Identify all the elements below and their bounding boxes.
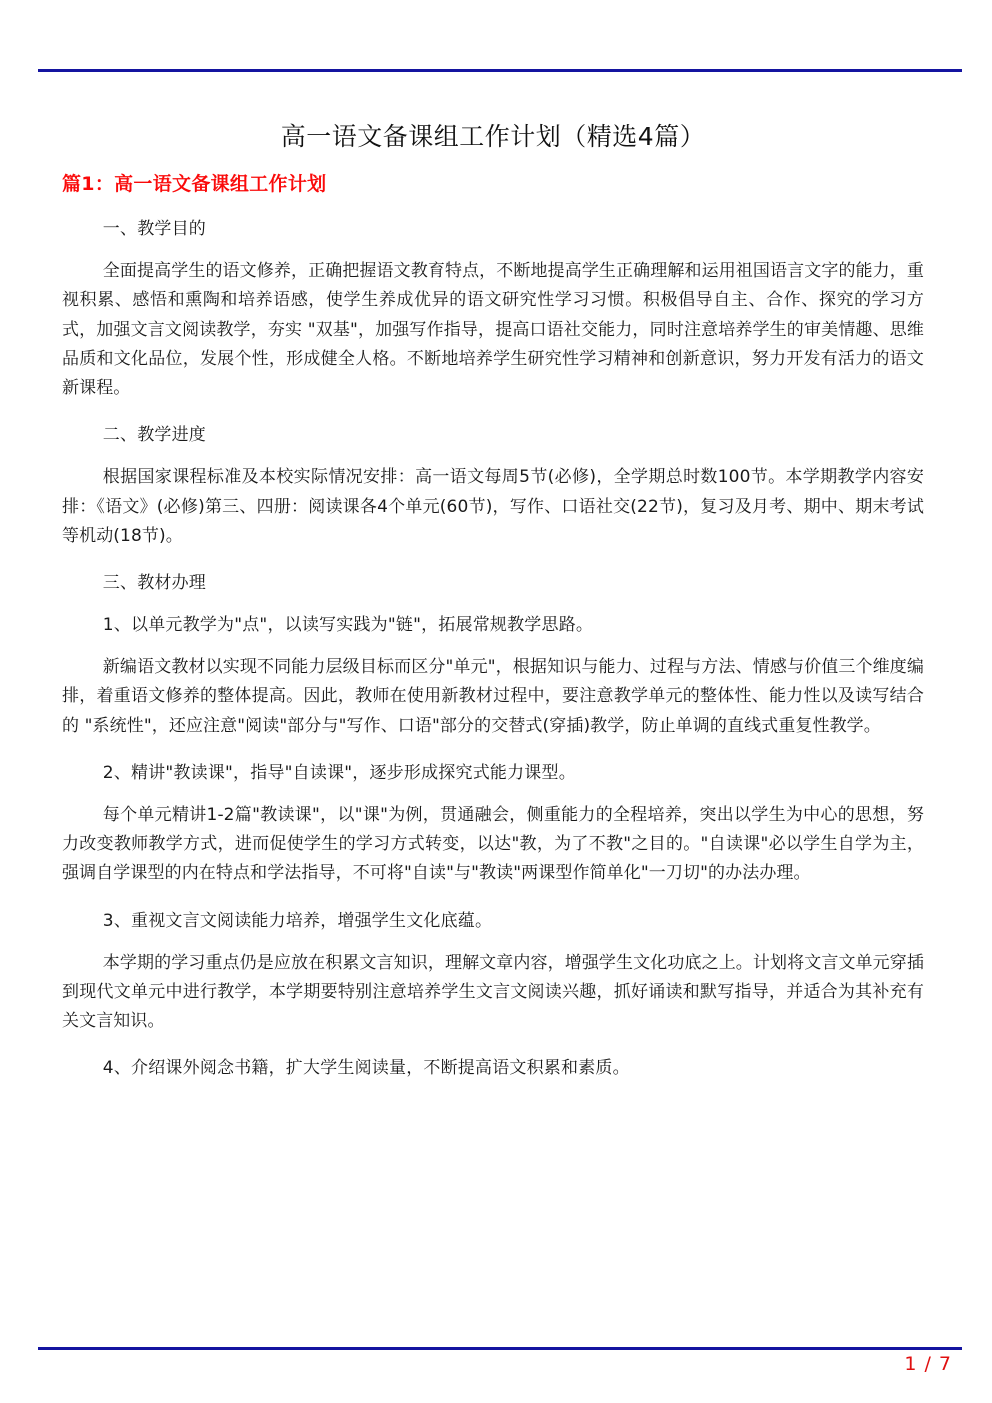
section-3-item-2-label: 2、精讲"教读课"，指导"自读课"，逐步形成探究式能力课型。 bbox=[102, 762, 576, 783]
section-3-item-1-label: 1、以单元教学为"点"，以读写实践为"链"，拓展常规教学思路。 bbox=[102, 615, 594, 636]
section-heading-3: 三、教材办理 bbox=[102, 572, 206, 593]
section-heading-2: 二、教学进度 bbox=[102, 425, 206, 446]
section-3-item-4-label: 4、介绍课外阅念书籍，扩大学生阅读量，不断提高语文积累和素质。 bbox=[102, 1058, 630, 1079]
section-3-item-3-label: 3、重视文言文阅读能力培养，增强学生文化底蕴。 bbox=[102, 910, 493, 931]
section-3-item-1-paragraph-1: 新编语文教材以实现不同能力层级目标而区分"单元"，根据知识与能力、过程与方法、情感与价值三个维度编排，着重语文修养的整体提高。因此，教师在使用新教材过程中，要注意教学单元的整体性、能力性以及读写结合的 "系统性"，还应注意"阅读"部分与"写作、口语"部分的交替式(穿插)教学，防止单调的直线式重复性教学。 bbox=[62, 657, 924, 736]
section-3-item-2-paragraph-1: 每个单元精讲1-2篇"教读课"，以"课"为例，贯通融会，侧重能力的全程培养，突出以学生为中心的思想，努力改变教师教学方式，进而促使学生的学习方式转变，以达"教，为了不教"之目的。"自读课"必以学生自学为主，强调自学课型的内在特点和学法指导，不可将"自读"与"教读"两课型作简单化"一刀切"的办法办理。 bbox=[62, 804, 924, 884]
section-2-paragraph-1: 根据国家课程标准及本校实际情况安排：高一语文每周5节(必修)，全学期总时数100节。本学期教学内容安排：《语文》(必修)第三、四册：阅读课各4个单元(60节)，写作、口语社交(22节)，复习及月考、期中、期末考试等机动(18节)。 bbox=[62, 467, 924, 546]
page-title: 高一语文备课组工作计划（精选4篇） bbox=[280, 122, 706, 151]
section-1-paragraph-1: 全面提高学生的语文修养，正确把握语文教育特点，不断地提高学生正确理解和运用祖国语言文字的能力，重视积累、感悟和熏陶和培养语感，使学生养成优异的语文研究性学习习惯。积极倡导自主、合作、探究的学习方式，加强文言文阅读教学，夯实 "双基"，加强写作指导，提高口语社交能力，同时注意培养学生的审美情趣、思维品质和文化品位，发展个性，形成健全人格。不断地培养学生研究性学习精神和创新意识，努力开发有活力的语文新课程。 bbox=[62, 261, 924, 398]
footer-rule bbox=[38, 1347, 962, 1350]
document-content bbox=[62, 118, 924, 1096]
header-rule bbox=[38, 69, 962, 72]
page-number: 1 / 7 bbox=[904, 1353, 952, 1375]
section-heading-1: 一、教学目的 bbox=[102, 219, 206, 239]
article-heading: 篇1：高一语文备课组工作计划 bbox=[62, 172, 327, 195]
section-3-item-3-paragraph-1: 本学期的学习重点仍是应放在积累文言知识，理解文章内容，增强学生文化功底之上。计划将文言文单元穿插到现代文单元中进行教学，本学期要特别注意培养学生文言文阅读兴趣，抓好诵读和默写指导，并适合为其补充有关文言知识。 bbox=[62, 952, 924, 1032]
